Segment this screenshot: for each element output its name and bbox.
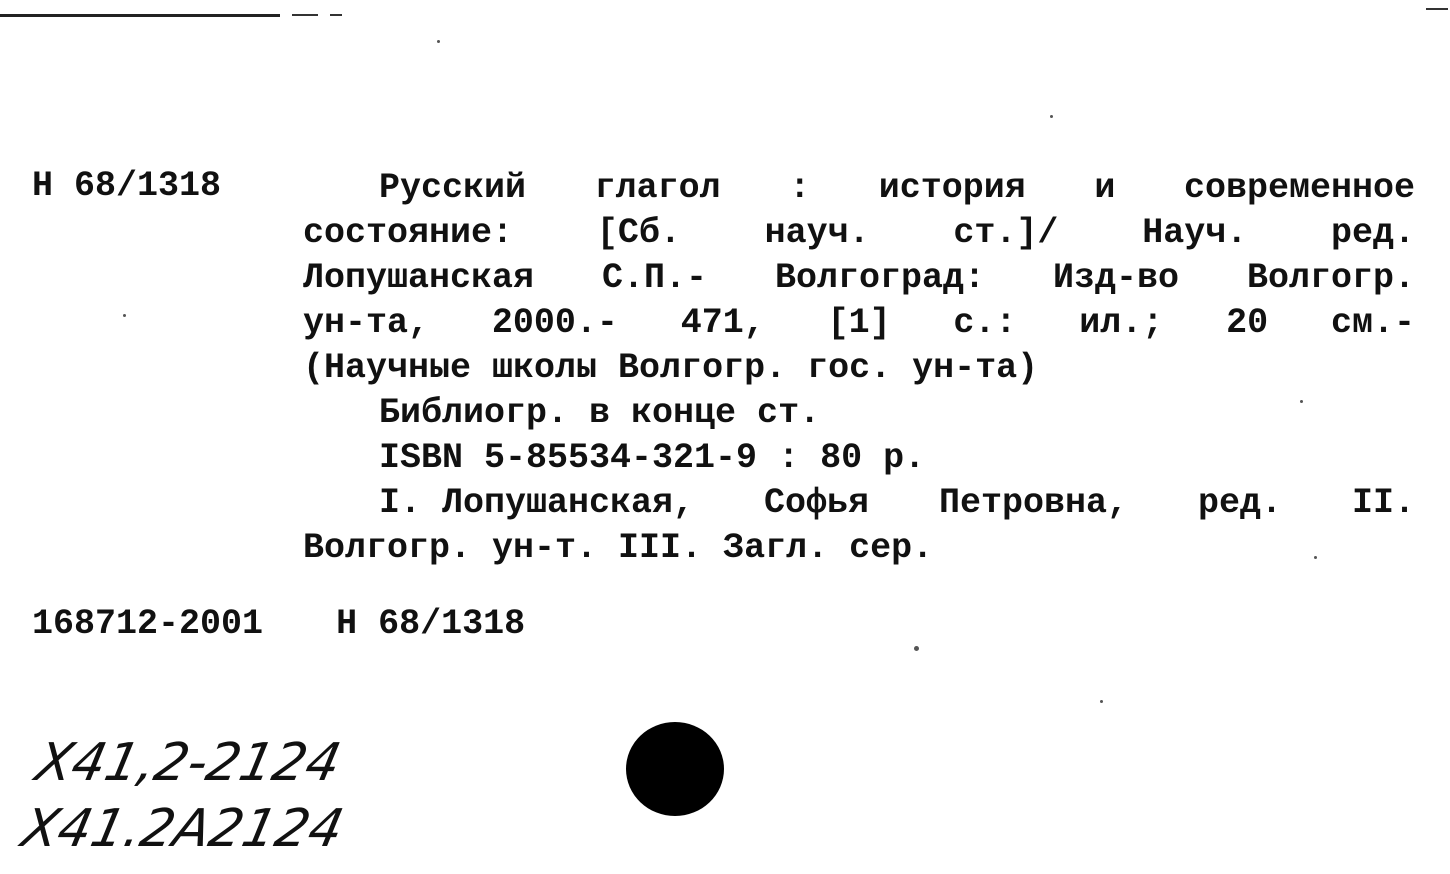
entry-word: состояние: bbox=[303, 213, 514, 253]
entry-line-2 bbox=[303, 211, 1415, 256]
entry-word: Науч. bbox=[1142, 213, 1248, 253]
series-statement bbox=[303, 346, 1415, 391]
tracing-word: Петровна, bbox=[939, 483, 1129, 523]
bibliographic-entry bbox=[303, 166, 1415, 571]
entry-word: Волгоград: bbox=[774, 258, 986, 298]
top-rule-dash bbox=[330, 14, 342, 16]
entry-word: Изд-во bbox=[1052, 258, 1180, 298]
tracing-word: Софья bbox=[764, 483, 870, 523]
punch-hole bbox=[626, 722, 724, 816]
entry-word: история bbox=[878, 168, 1026, 208]
tracing-line-2: Волгогр. ун-т. III. Загл. сер. bbox=[303, 528, 934, 568]
tracing-word: II. bbox=[1351, 483, 1415, 523]
scan-speck bbox=[914, 646, 919, 651]
top-rule-dash bbox=[292, 14, 318, 16]
handwritten-line-2: Х41.2А2124 bbox=[16, 799, 349, 859]
tracing-word: I. Лопушанская, bbox=[379, 483, 695, 523]
entry-word: ст.]/ bbox=[953, 213, 1059, 253]
inventory-number: 168712-2001 bbox=[32, 604, 264, 644]
handwritten-classification bbox=[16, 730, 363, 862]
entry-word: науч. bbox=[764, 213, 870, 253]
inventory-line bbox=[32, 604, 525, 644]
entry-line-4 bbox=[303, 301, 1415, 346]
entry-word: глагол bbox=[594, 168, 721, 208]
inventory-shelfmark: Н 68/1318 bbox=[336, 604, 526, 644]
entry-word: и bbox=[1094, 168, 1116, 208]
entry-word: см.- bbox=[1330, 303, 1415, 343]
entry-word: Лопушанская bbox=[303, 258, 535, 298]
scan-speck bbox=[1100, 700, 1103, 703]
entry-word: : bbox=[789, 168, 811, 208]
scan-speck bbox=[437, 40, 440, 43]
tracing-line-1 bbox=[303, 481, 1415, 526]
bibliography-note: Библиогр. в конце ст. bbox=[379, 393, 821, 433]
top-rule bbox=[0, 14, 280, 17]
entry-word: с.: bbox=[953, 303, 1017, 343]
entry-word: 20 bbox=[1226, 303, 1269, 343]
shelfmark: Н 68/1318 bbox=[32, 166, 222, 206]
scan-speck bbox=[123, 314, 126, 317]
corner-mark bbox=[1426, 8, 1448, 10]
scan-speck bbox=[1314, 556, 1317, 559]
handwritten-line-1: Х41,2-2124 bbox=[30, 733, 346, 793]
entry-line-1 bbox=[303, 166, 1415, 211]
entry-word: Русский bbox=[379, 168, 527, 208]
entry-word: ил.; bbox=[1079, 303, 1164, 343]
entry-word: С.П.- bbox=[602, 258, 708, 298]
tracing-word: ред. bbox=[1197, 483, 1282, 523]
series-text: (Научные школы Волгогр. гос. ун-та) bbox=[303, 348, 1039, 388]
entry-word: 471, bbox=[680, 303, 765, 343]
entry-word: [Сб. bbox=[596, 213, 681, 253]
scan-speck bbox=[1050, 115, 1053, 118]
entry-word: Волгогр. bbox=[1246, 258, 1415, 298]
entry-line-3 bbox=[303, 256, 1415, 301]
entry-word: современное bbox=[1183, 168, 1415, 208]
entry-word: ун-та, bbox=[303, 303, 430, 343]
isbn-note: ISBN 5-85534-321-9 : 80 р. bbox=[379, 438, 926, 478]
entry-word: [1] bbox=[827, 303, 891, 343]
entry-word: 2000.- bbox=[491, 303, 618, 343]
scan-speck bbox=[1300, 400, 1303, 403]
entry-word: ред. bbox=[1330, 213, 1415, 253]
